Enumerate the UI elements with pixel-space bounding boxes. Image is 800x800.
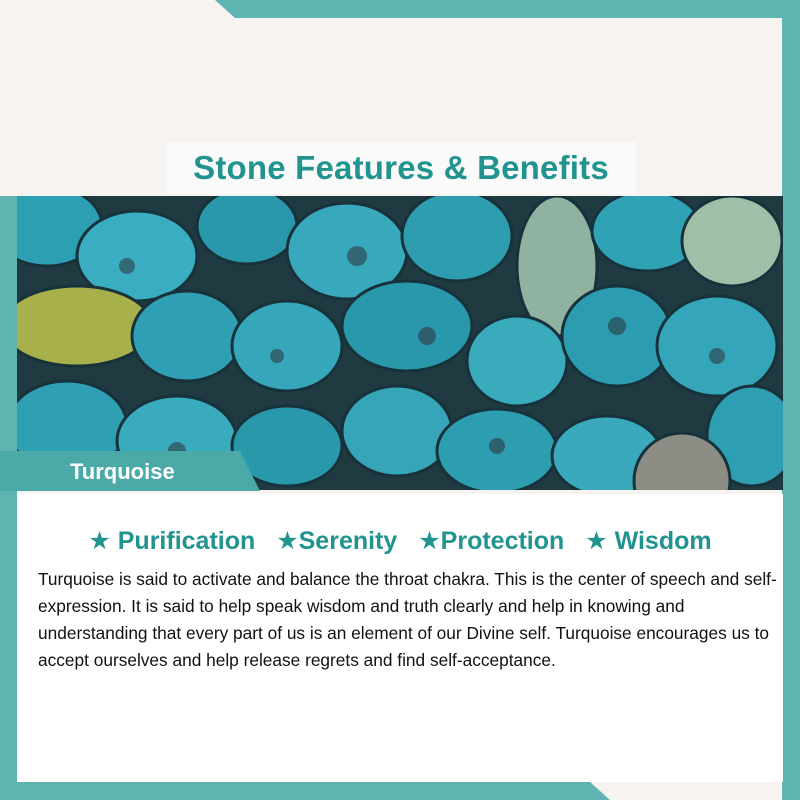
stone-label (0, 451, 260, 491)
benefits-list (0, 526, 800, 556)
benefit-wisdom: ★ Wisdom (585, 527, 712, 555)
title-banner (166, 142, 636, 194)
turquoise-stones-photo (17, 196, 783, 490)
stone-name: Turquoise (70, 459, 175, 484)
benefit-serenity: ★Serenity (276, 527, 398, 555)
stones-illustration (17, 196, 783, 490)
page-title: Stone Features & Benefits (193, 149, 609, 186)
stone-description: Turquoise is said to activate and balance the throat chakra. This is the center of speech and self-expression. It is said to help speak wisdom and truth clearly and help in knowing and understanding that every part of us is an element of our Divine self. Turquoise encourages us to accept ourselves and help release regrets and find self-acceptance. (38, 569, 777, 670)
benefit-protection: ★Protection (418, 527, 565, 555)
benefit-purification: ★ Purification (88, 527, 256, 555)
